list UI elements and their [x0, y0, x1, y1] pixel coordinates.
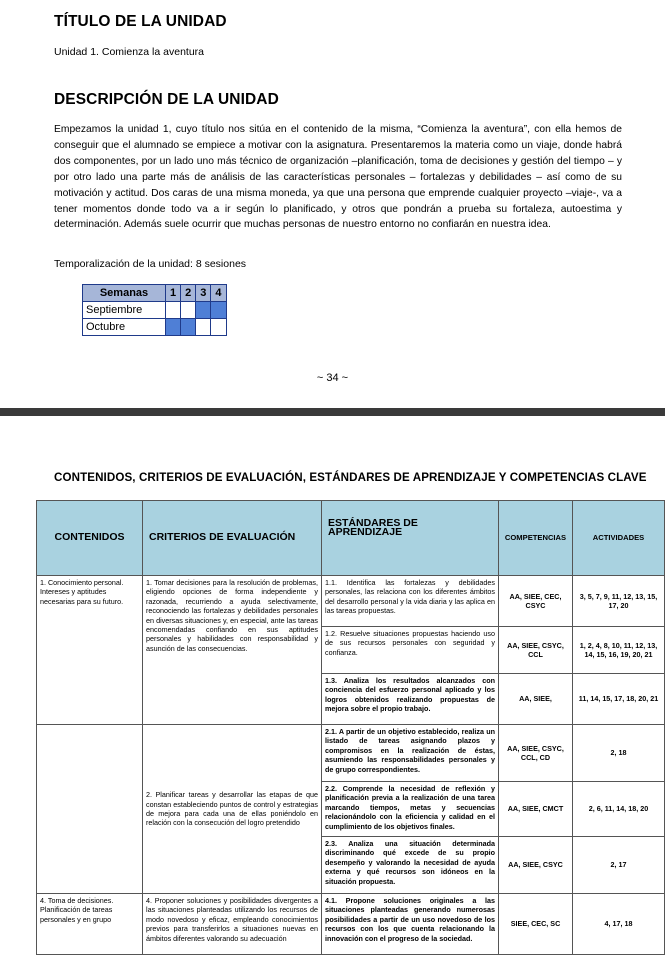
actividades-cell: 2, 18	[573, 725, 665, 782]
actividades-cell: 2, 6, 11, 14, 18, 20	[573, 782, 665, 837]
week-cell	[166, 302, 181, 319]
actividades-cell: 1, 2, 4, 8, 10, 11, 12, 13, 14, 15, 16, 19, 20, 21	[573, 627, 665, 674]
competencias-cell: AA, SIEE, CSYC, CCL, CD	[499, 725, 573, 782]
estandar-cell: 1.3. Analiza los resultados alcanzados con conciencia del esfuerzo personal aplicado y los logros obtenidos realizando propuestas de mejora sobre el propio trabajo.	[322, 674, 499, 725]
estandar-cell: 4.1. Propone soluciones originales a las situaciones planteadas generando numerosas posibilidades a partir de un uso novedoso de los recursos con los que cuenta relacionando la innovación con el progreso de la sociedad.	[322, 894, 499, 955]
week-cell	[196, 319, 211, 336]
competencias-cell: AA, SIEE, CSYC	[499, 837, 573, 894]
header-contenidos: CONTENIDOS	[37, 501, 143, 576]
actividades-cell: 4, 17, 18	[573, 894, 665, 955]
header-competencias: COMPETENCIAS	[499, 501, 573, 576]
week-cell	[181, 319, 196, 336]
table-header-row	[37, 501, 665, 576]
description-heading: DESCRIPCIÓN DE LA UNIDAD	[54, 91, 279, 108]
contenido-cell	[37, 725, 143, 894]
actividades-cell: 3, 5, 7, 9, 11, 12, 13, 15, 17, 20	[573, 576, 665, 627]
table-row	[37, 894, 665, 955]
week-header: 4	[211, 285, 226, 302]
unit-name: Unidad 1. Comienza la aventura	[54, 46, 205, 58]
schedule-row	[83, 319, 227, 336]
actividades-cell: 2, 17	[573, 837, 665, 894]
schedule-table	[82, 284, 227, 336]
competencias-cell: AA, SIEE,	[499, 674, 573, 725]
criterio-cell: 4. Proponer soluciones y posibilidades divergentes a las situaciones planteadas utilizando los recursos de modo novedoso y eficaz, empleando conocimientos previos para transferirlos a situaciones nuevas en ámbitos diferentes valorando su adecuación	[143, 894, 322, 955]
month-label: Septiembre	[83, 302, 166, 319]
header-criterios: CRITERIOS DE EVALUACIÓN	[143, 501, 322, 576]
unit-title-heading: TÍTULO DE LA UNIDAD	[54, 13, 227, 30]
document-page-1	[0, 0, 665, 412]
table-heading: CONTENIDOS, CRITERIOS DE EVALUACIÓN, ESTÁNDARES DE APRENDIZAJE Y COMPETENCIAS CLAVE	[54, 471, 647, 484]
estandar-cell: 2.1. A partir de un objetivo establecido, realiza un listado de tareas asignando plazos y compromisos en la realización de éstas, asumiendo las responsabilidades personales y de grupo correspondientes.	[322, 725, 499, 782]
schedule-header: Semanas	[83, 285, 166, 302]
curriculum-table	[36, 500, 665, 955]
table-row	[37, 576, 665, 627]
competencias-cell: AA, SIEE, CSYC, CCL	[499, 627, 573, 674]
week-header: 2	[181, 285, 196, 302]
header-estandares: ESTÁNDARES DE APRENDIZAJE	[322, 501, 499, 576]
week-cell	[166, 319, 181, 336]
header-actividades: ACTIVIDADES	[573, 501, 665, 576]
week-header: 1	[166, 285, 181, 302]
temporalization: Temporalización de la unidad: 8 sesiones	[54, 258, 247, 270]
actividades-cell: 11, 14, 15, 17, 18, 20, 21	[573, 674, 665, 725]
criterio-cell: 2. Planificar tareas y desarrollar las etapas de que constan estableciendo puntos de control y estrategias de mejora para cada una de ellas poniéndolo en relación con la consecución del logro pretendido	[143, 725, 322, 894]
description-text: Empezamos la unidad 1, cuyo título nos sitúa en el contenido de la misma, “Comienza la aventura”, con ella hemos de conseguir que el alumnado se empiece a motivar con la asignatura. Presentaremos la materia como un viaje, donde habrá dos componentes, por un lado uno más técnico de organización –planificación, toma de decisiones y gestión del tiempo – y por otro lado una parte más de análisis de las características personales – fortalezas y debilidades – así como de su motivación y actitud. Dos caras de una misma moneda, ya que una persona que emprende cualquier proyecto –viaje-, va a tener momentos donde todo va a ir según lo planificado, y otros que pondrán a prueba su fortaleza, autoestima y determinación. Además suele ocurrir que muchas personas de nuestro entorno no confiarán en nuestra idea.	[54, 124, 622, 231]
table-row	[37, 725, 665, 782]
week-cell	[181, 302, 196, 319]
competencias-cell: AA, SIEE, CMCT	[499, 782, 573, 837]
week-cell	[196, 302, 211, 319]
week-cell	[211, 319, 226, 336]
competencias-cell: AA, SIEE, CEC, CSYC	[499, 576, 573, 627]
contenido-cell: 1. Conocimiento personal. Intereses y aptitudes necesarias para su futuro.	[37, 576, 143, 725]
contenido-cell: 4. Toma de decisiones. Planificación de tareas personales y en grupo	[37, 894, 143, 955]
estandar-cell: 2.2. Comprende la necesidad de reflexión y planificación previa a la realización de una tarea marcando tiempos, metas y secuencias relacionándolo con la eficiencia y calidad en el cumplimiento de los objetivos finales.	[322, 782, 499, 837]
page-number: ~ 34 ~	[316, 372, 349, 384]
schedule-row	[83, 302, 227, 319]
month-label: Octubre	[83, 319, 166, 336]
page-separator	[0, 408, 665, 416]
estandar-cell: 1.1. Identifica las fortalezas y debilidades personales, las relaciona con los diferentes ámbitos del desarrollo personal y la vida diaria y las aplica en las tareas propuestas.	[322, 576, 499, 627]
estandar-cell: 1.2. Resuelve situaciones propuestas haciendo uso de sus recursos personales con seguridad y confianza.	[322, 627, 499, 674]
competencias-cell: SIEE, CEC, SC	[499, 894, 573, 955]
criterio-cell: 1. Tomar decisiones para la resolución de problemas, eligiendo opciones de forma independiente y razonada, recurriendo a ayuda selectivamente, reconociendo las fortalezas y debilidades personales en diversas situaciones y, en especial, ante las tareas encomendadas confiando en sus aptitudes personales y habilidades con responsabilidad y asunción de las consecuencias.	[143, 576, 322, 725]
estandar-cell: 2.3. Analiza una situación determinada discriminando qué excede de su propio desempeño y valorando la necesidad de ayuda externa y qué recursos son idóneos en la situación propuesta.	[322, 837, 499, 894]
week-cell	[211, 302, 226, 319]
week-header: 3	[196, 285, 211, 302]
